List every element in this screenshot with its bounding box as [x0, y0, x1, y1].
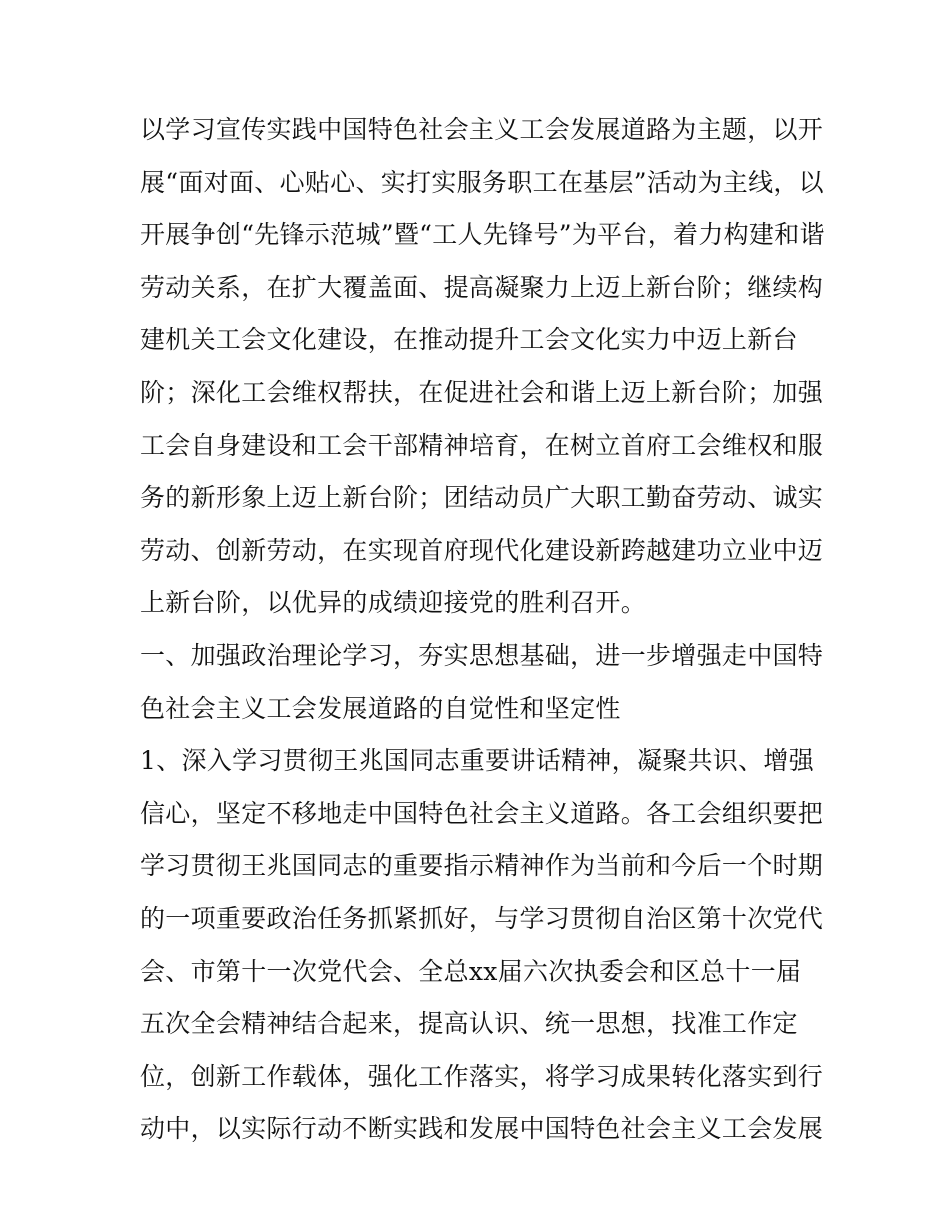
text-line-16: 的一项重要政治任务抓紧抓好，与学习贯彻自治区第十次党代: [140, 903, 824, 933]
section-heading-line-2: 色社会主义工会发展道路的自觉性和坚定性: [140, 693, 621, 723]
text-line-4: 劳动关系，在扩大覆盖面、提高凝聚力上迈上新台阶；继续构: [140, 272, 824, 302]
text-line-19: 位，创新工作载体，强化工作落实，将学习成果转化落实到行: [140, 1061, 824, 1091]
text-line-8: 务的新形象上迈上新台阶；团结动员广大职工勤奋劳动、诚实: [140, 483, 824, 513]
text-line-10: 上新台阶，以优异的成绩迎接党的胜利召开。: [140, 588, 647, 618]
text-line-20: 动中，以实际行动不断实践和发展中国特色社会主义工会发展: [140, 1114, 824, 1144]
text-line-2: 展“面对面、心贴心、实打实服务职工在基层”活动为主线，以: [140, 167, 824, 197]
text-line-13: 1、深入学习贯彻王兆国同志重要讲话精神，凝聚共识、增强: [140, 746, 815, 776]
section-heading-line-1: 一、加强政治理论学习，夯实思想基础，进一步增强走中国特: [140, 640, 824, 670]
text-line-14: 信心，坚定不移地走中国特色社会主义道路。各工会组织要把: [140, 798, 824, 828]
text-line-15: 学习贯彻王兆国同志的重要指示精神作为当前和今后一个时期: [140, 851, 824, 881]
body-text: [140, 104, 830, 1156]
text-line-17: 会、市第十一次党代会、全总xx届六次执委会和区总十一届: [140, 956, 802, 986]
text-line-7: 工会自身建设和工会干部精神培育，在树立首府工会维权和服: [140, 430, 824, 460]
text-line-1: 以学习宣传实践中国特色社会主义工会发展道路为主题，以开: [140, 115, 824, 144]
text-line-9: 劳动、创新劳动，在实现首府现代化建设新跨越建功立业中迈: [140, 535, 824, 565]
text-line-3: 开展争创“先锋示范城”暨“工人先锋号”为平台，着力构建和谐: [140, 220, 825, 250]
text-line-18: 五次全会精神结合起来，提高认识、统一思想，找准工作定: [140, 1009, 798, 1039]
text-line-6: 阶；深化工会维权帮扶，在促进社会和谐上迈上新台阶；加强: [140, 377, 824, 407]
text-line-5: 建机关工会文化建设，在推动提升工会文化实力中迈上新台: [140, 325, 798, 355]
